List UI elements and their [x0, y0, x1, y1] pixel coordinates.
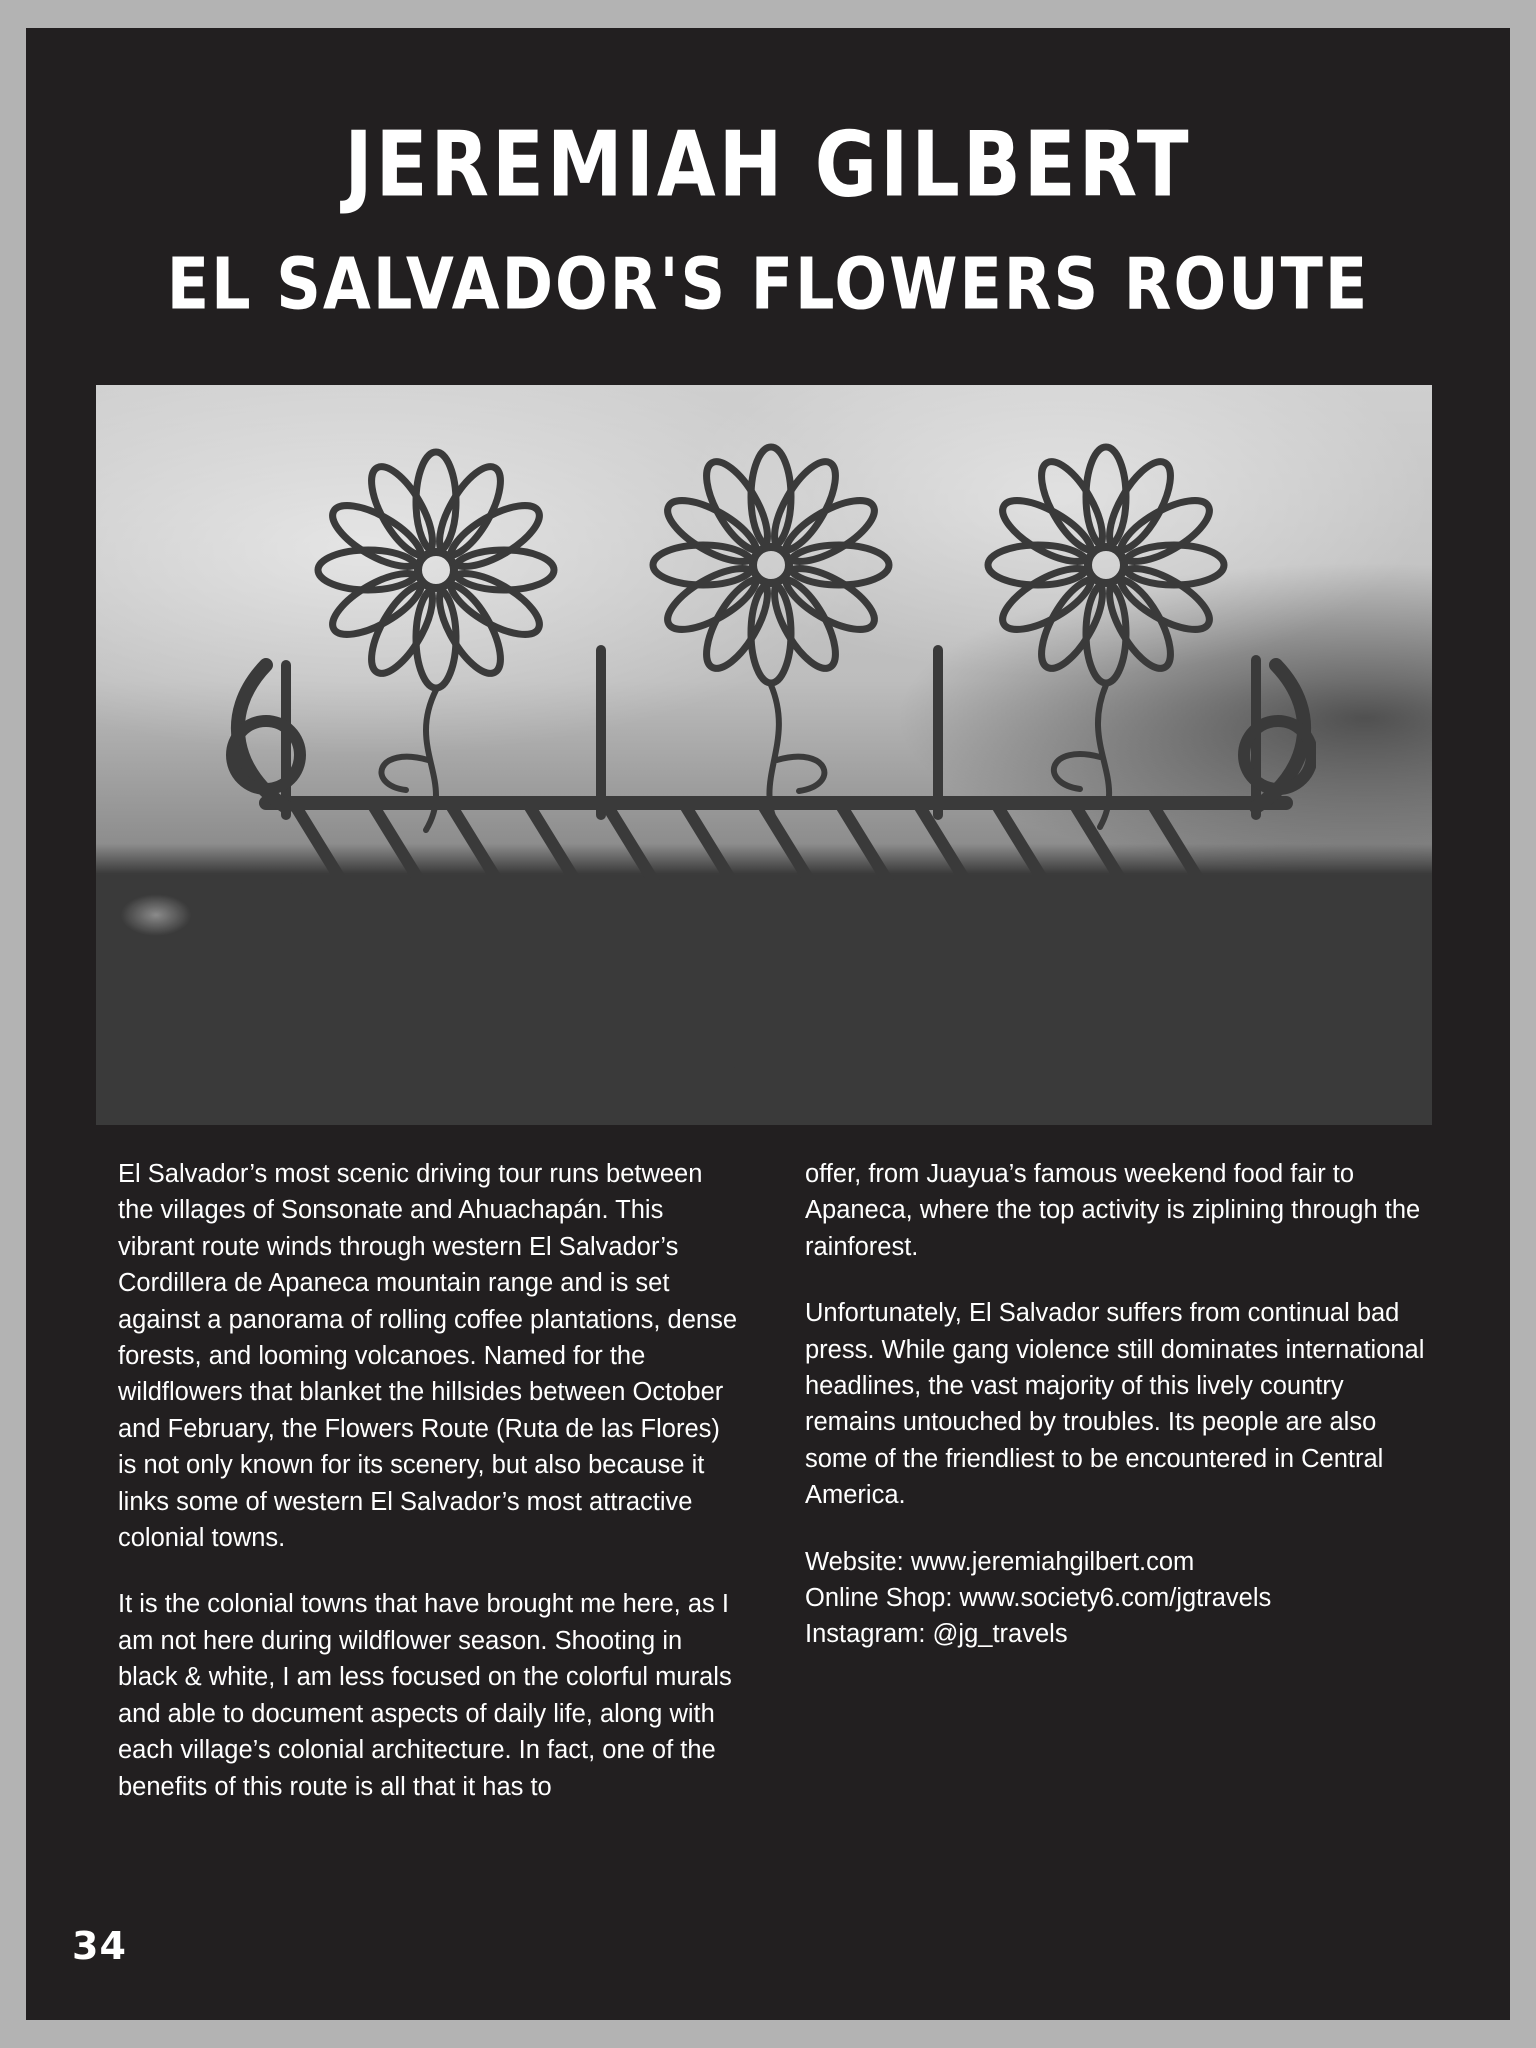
website-line: Website: www.jeremiahgilbert.com [805, 1547, 1195, 1576]
metal-bench-illustration [226, 415, 1316, 1075]
paragraph: offer, from Juayua’s famous weekend food fair to Apaneca, where the top activity is ziplining through the rainforest. [805, 1160, 1421, 1261]
title-block [26, 28, 1510, 326]
right-column [805, 1156, 1428, 1805]
contact-block [805, 1544, 1428, 1653]
online-shop-line: Online Shop: www.society6.com/jgtravels [805, 1584, 1272, 1613]
page-number: 34 [72, 1924, 127, 1968]
magazine-page [26, 28, 1510, 2020]
paragraph: It is the colonial towns that have brought me here, as I am not here during wildflower season. Shooting in black & white, I am less focused on the colorful murals and able to document aspects of daily life, along with each village’s colonial architecture. In fact, one of the benefits of this route is all that it has to [118, 1590, 732, 1801]
instagram-line: Instagram: @jg_travels [805, 1620, 1068, 1649]
author-name: JEREMIAH GILBERT [344, 111, 1192, 217]
left-column [118, 1156, 741, 1805]
article-photo [96, 385, 1432, 1125]
article-title: EL SALVADOR'S FLOWERS ROUTE [166, 242, 1370, 326]
article-body [118, 1156, 1428, 1805]
paragraph: Unfortunately, El Salvador suffers from continual bad press. While gang violence still dominates international headlines, the vast majority of this lively country remains untouched by troubles. Its people are also some of the friendliest to be encountered in Central America. [805, 1299, 1425, 1510]
paragraph: El Salvador’s most scenic driving tour runs between the villages of Sonsonate and Ahuachapán. This vibrant route winds through western El Salvador’s Cordillera de Apaneca mountain range and is set against a panorama of rolling coffee plantations, dense forests, and looming volcanoes. Named for the wildflowers that blanket the hillsides between October and February, the Flowers Route (Ruta de las Flores) is not only known for its scenery, but also because it links some of western El Salvador’s most attractive colonial towns. [118, 1160, 738, 1553]
